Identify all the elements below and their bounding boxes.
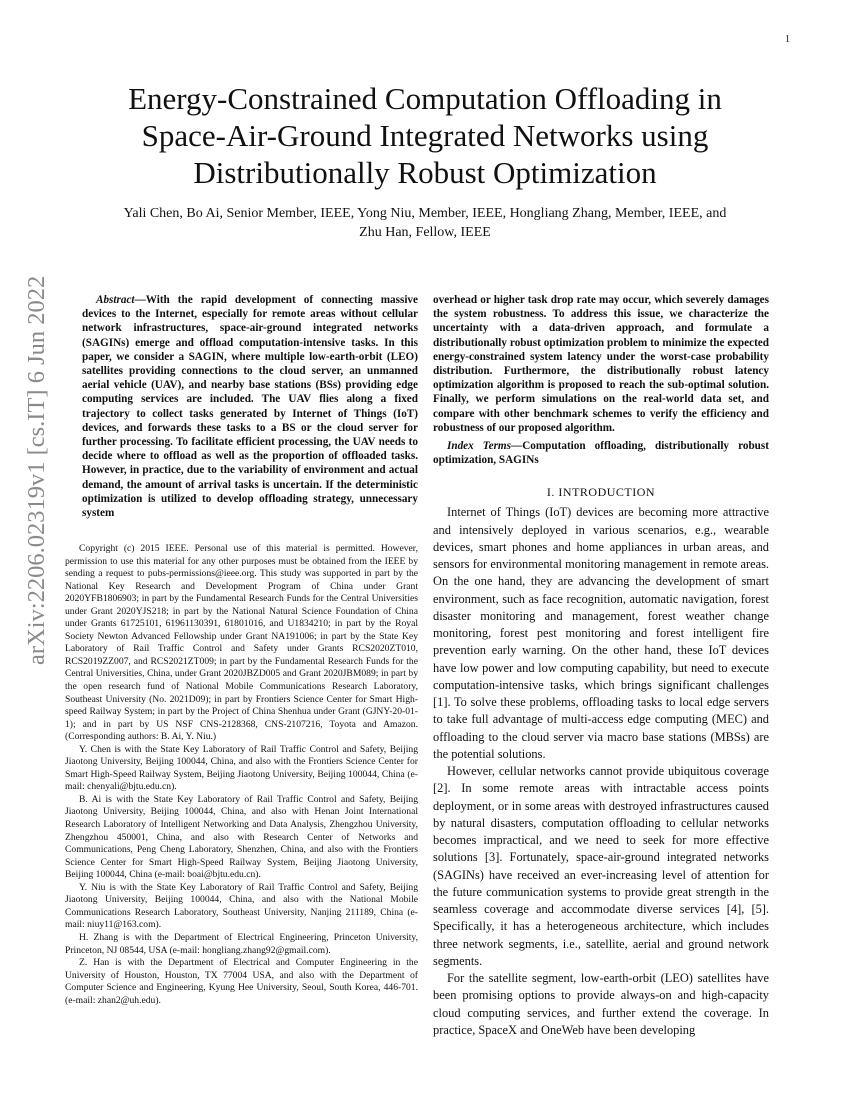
footnotes <box>65 543 418 1007</box>
footnote-affiliation-zhang: H. Zhang is with the Department of Electrical Engineering, Princeton University, Princeton, NJ 08544, USA (e-mail: hongliang.zhang92@gmail.com). <box>65 931 418 956</box>
footnote-affiliation-chen: Y. Chen is with the State Key Laboratory of Rail Traffic Control and Safety, Beijing Jiaotong University, Beijing 100044, China, and also with the Frontiers Science Center for Smart High-Speed Railway System, Beijing Jiaotong University, Beijing 100044, China (e-mail: chenyali@bjtu.edu.cn). <box>65 743 418 793</box>
section-heading-introduction: I. INTRODUCTION <box>546 485 656 500</box>
intro-paragraph: For the satellite segment, low-earth-orbit (LEO) satellites have been promising options to provide always-on and high-capacity cloud computing services, and further extend the coverage. In practice, SpaceX and OneWeb have been developing <box>433 971 769 1037</box>
author-list <box>60 204 790 242</box>
abstract-paragraph <box>82 293 418 520</box>
title-line: Energy-Constrained Computation Offloading in <box>128 81 722 116</box>
right-column <box>433 293 769 1039</box>
footnote-affiliation-niu: Y. Niu is with the State Key Laboratory of Rail Traffic Control and Safety, Beijing Jiaotong University, Beijing 100044, China, and also with the National Mobile Communications Research Laboratory, Southeast University, Nanjing 211189, China (e-mail: niuy11@163.com). <box>65 881 418 931</box>
abstract-continuation: overhead or higher task drop rate may occur, which severely damages the system robustness. To address this issue, we characterize the uncertainty with a data-driven approach, and formulate a distributionally robust optimization problem to minimize the expected energy-constrained system latency under the worst-case probability distribution. Furthermore, the distributionally robust latency optimization algorithm is proposed to reach the sub-optimal solution. Finally, we perform simulations on the real-world data set, and compare with other benchmark schemes to verify the efficiency and robustness of our proposed algorithm. <box>433 294 769 434</box>
abstract-text-left: —With the rapid development of connecting massive devices to the Internet, especially for remote areas without cellular network infrastructures, space-air-ground integrated networks (SAGINs) emerge and offload computation-intensive tasks. In this paper, we consider a SAGIN, where multiple low-earth-orbit (LEO) satellites providing connections to the cloud server, an unmanned aerial vehicle (UAV), and nearby base stations (BSs) providing edge computing services are included. The UAV flies along a fixed trajectory to collect tasks generated by Internet of Things (IoT) devices, and forwards these tasks to a BS or the cloud server for further processing. To facilitate efficient processing, the UAV needs to decide where to offload as well as the proportion of offloaded tasks. However, in practice, due to the variability of environment and actual demand, the amount of arrival tasks is uncertain. If the deterministic optimization is utilized to develop offloading strategy, unnecessary system <box>82 294 418 520</box>
left-column-abstract <box>82 293 418 520</box>
footnote-affiliation-han: Z. Han is with the Department of Electrical and Computer Engineering in the University of Houston, Houston, TX 77004 USA, and also with the Department of Computer Science and Engineering, Kyung Hee University, Seoul, South Korea, 446-701. (e-mail: zhan2@uh.edu). <box>65 957 418 1006</box>
title-line: Space-Air-Ground Integrated Networks using <box>141 118 709 153</box>
footnote-copyright-funding: Copyright (c) 2015 IEEE. Personal use of this material is permitted. However, permission to use this material for any other purposes must be obtained from the IEEE by sending a request to pubs-permissions@ieee.org. This study was supported in part by the National Key Research and Development Program of China under Grant 2020YFB1806903; in part by the Fundamental Research Funds for the Central Universities under Grant 2020YJS218; in part by the National Natural Science Foundation of China under Grants 61725101, 61961130391, 61801016, and U1834210; in part by the Royal Society Newton Advanced Fellowship under Grant NA191006; in part by the State Key Laboratory of Rail Traffic Control and Safety under Grants RCS2020ZT010, RCS2019ZZ007, and RCS2021ZT009; in part by the Fundamental Research Funds for the Central Universities, China, under Grant 2020JBZD005 and Grant 2020JBM089; in part by the open research fund of National Mobile Communications Research Laboratory, Southeast University (No. 2021D09); in part by Frontiers Science Center for Smart High-speed Railway System; in part by the Project of China Shenhua under Grant (GJNY-20-01-1); and in part by US NSF CNS-2128368, CNS-2107216, Toyota and Amazon. (Corresponding authors: B. Ai, Y. Niu.) <box>65 543 418 743</box>
arxiv-identifier: arXiv:2206.02319v1 [cs.IT] 6 Jun 2022 <box>23 275 50 665</box>
footnote-affiliation-ai: B. Ai is with the State Key Laboratory of Rail Traffic Control and Safety, Beijing Jiaotong University, Beijing 100044, China, and also with Henan Joint International Research Laboratory of Intelligent Networking and Data Analysis, Zhengzhou University, Zhengzhou 450001, China, and also with Research Center of Networks and Communications, Peng Cheng Laboratory, Shenzhen, China, and also with the Frontiers Science Center for Smart High-Speed Railway System, Beijing Jiaotong University, Beijing 100044, China (e-mail: boai@bjtu.edu.cn). <box>65 793 418 881</box>
index-terms <box>433 439 769 467</box>
index-terms-lead: Index Terms <box>447 440 511 453</box>
title-line: Distributionally Robust Optimization <box>193 155 657 190</box>
author-line: Zhu Han, Fellow, IEEE <box>359 225 491 240</box>
intro-paragraph: However, cellular networks cannot provide ubiquitous coverage [2]. In some remote areas with intractable access points deployment, or in some areas with destroyed infrastructures caused by natural disasters, computation offloading to cellular networks becomes impractical, and we need to seek for more effective solutions [3]. Fortunately, space-air-ground integrated networks (SAGINs) have received an ever-increasing level of attention for the future communication systems to provide great strength in the seamless coverage and accommodate diverse services [4], [5]. Specifically, it has a heterogeneous architecture, which includes three network segments, i.e., satellite, aerial and ground network segments. <box>433 764 769 968</box>
index-terms-text: —Computation offloading, distributionally robust optimization, SAGINs <box>433 440 769 467</box>
intro-paragraph: Internet of Things (IoT) devices are becoming more attractive and intensively deployed in various scenarios, e.g., wearable devices, smart phones and home appliances in urban areas, and sensors for environmental monitoring management in remote areas. On the one hand, they are advancing the development of smart environment, such as face recognition, automatic navigation, forest disaster monitoring and management, forest weather change monitoring, forest pest monitoring and forest intelligent fire prevention early warning. On the other hand, these IoT devices have low power and low computing capability, but need to execute computation-intensive tasks, which brings significant challenges [1]. To solve these problems, offloading tasks to local edge servers to take full advantage of multi-access edge computing (MEC) and offloading to the cloud server via macro base stations (MBSs) are the potential solutions. <box>433 505 769 761</box>
page-number: 1 <box>785 34 790 45</box>
abstract-lead: Abstract <box>96 294 135 306</box>
author-line: Yali Chen, Bo Ai, Senior Member, IEEE, Yong Niu, Member, IEEE, Hongliang Zhang, Member, IEEE, and <box>123 206 727 221</box>
paper-title <box>60 80 790 191</box>
